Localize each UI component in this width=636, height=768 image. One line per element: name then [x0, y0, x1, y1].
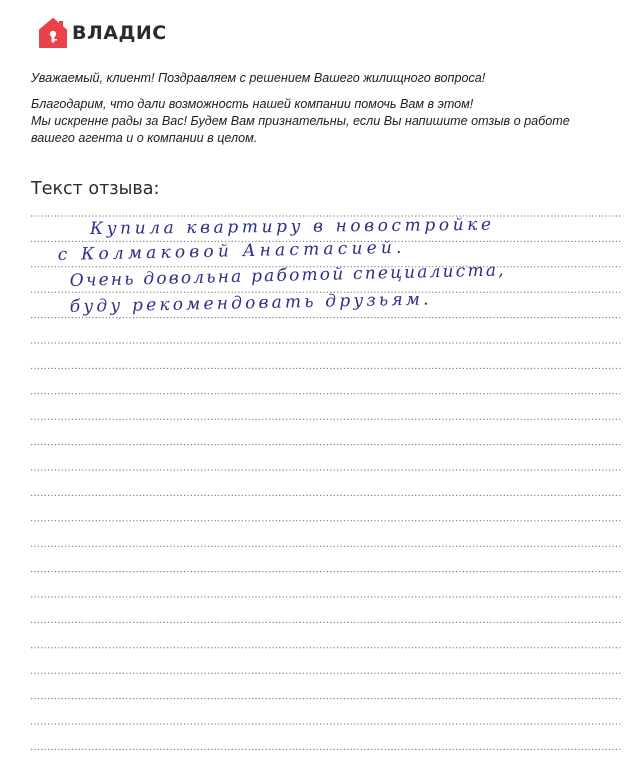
handwritten-line-2: с Колмаковой Анастасией. — [57, 237, 406, 265]
handwritten-line-3: Очень довольна работой специалиста, — [69, 260, 507, 291]
brand-name: ВЛАДИС — [72, 22, 167, 44]
handwritten-line-4: буду рекомендовать друзьям. — [69, 289, 432, 317]
intro-request: Мы искренне рады за Вас! Будем Вам признательны, если Вы напишите отзыв о работе — [31, 114, 570, 128]
ruled-lines — [31, 0, 621, 768]
intro-greeting: Уважаемый, клиент! Поздравляем с решением Вашего жилищного вопроса! — [31, 71, 486, 85]
intro-request-cont: вашего агента и о компании в целом. — [31, 131, 258, 145]
intro-thanks: Благодарим, что дали возможность нашей компании помочь Вам в этом! — [31, 97, 474, 111]
handwritten-line-1: Купила квартиру в новостройке — [89, 214, 495, 239]
review-title: Текст отзыва: — [31, 179, 160, 199]
